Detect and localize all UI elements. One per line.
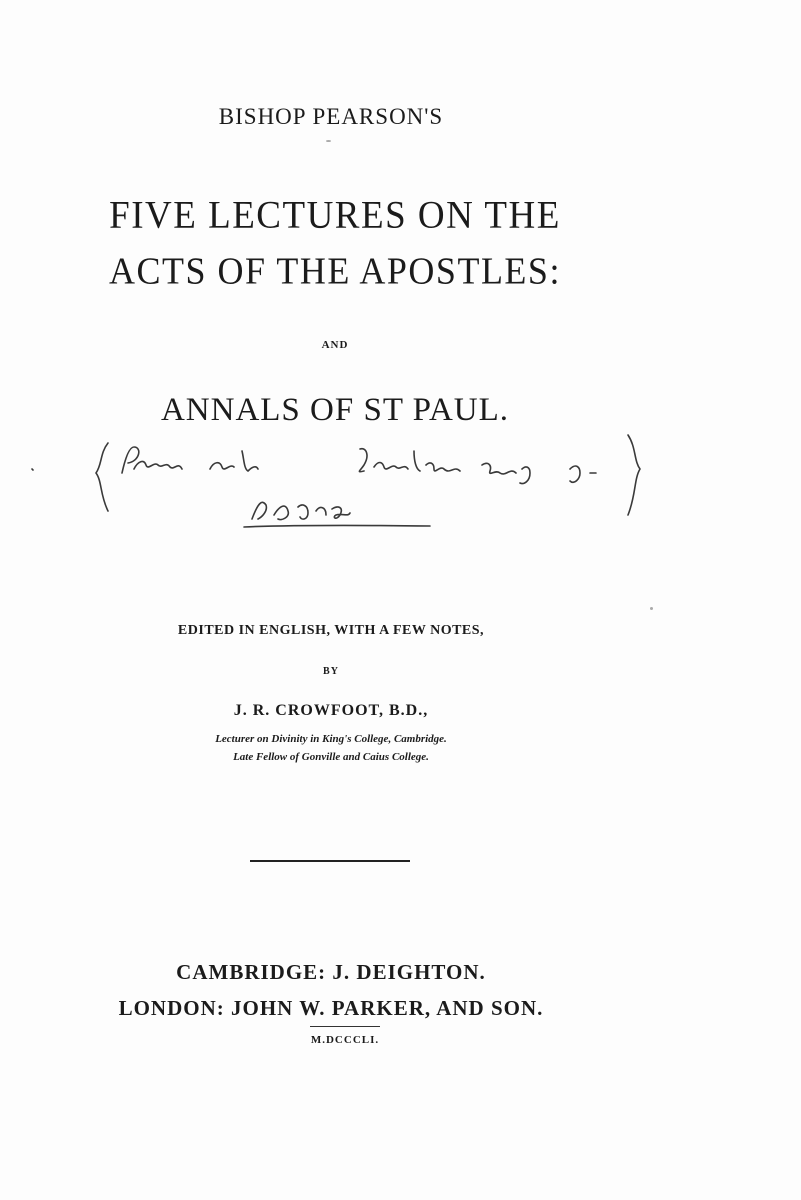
divider-rule (250, 860, 410, 862)
by-line: BY (323, 666, 339, 677)
date-rule (310, 1026, 380, 1027)
edited-line: EDITED IN ENGLISH, WITH A FEW NOTES, (177, 623, 485, 638)
imprint-line-1: CAMBRIDGE: J. DEIGHTON. (176, 960, 486, 984)
imprint-line-2: LONDON: JOHN W. PARKER, AND SON. (118, 996, 544, 1020)
handwritten-inscription (30, 425, 660, 540)
publication-date: M.DCCCLI. (310, 1034, 380, 1046)
editor-title-1: Lecturer on Divinity in King's College, Cambridge. (215, 733, 447, 745)
title-line-2: ACTS OF THE APOSTLES: (109, 250, 561, 292)
conjunction: AND (321, 339, 349, 351)
editor-title-2: Late Fellow of Gonville and Caius College. (233, 751, 429, 763)
paper-speck (326, 140, 331, 142)
paper-speck (650, 607, 653, 610)
title-line-1: FIVE LECTURES ON THE (109, 193, 561, 238)
author-line: BISHOP PEARSON'S (218, 104, 444, 129)
editor-name: J. R. CROWFOOT, B.D., (233, 702, 429, 719)
title-line-3: ANNALS OF ST PAUL. (160, 392, 510, 428)
